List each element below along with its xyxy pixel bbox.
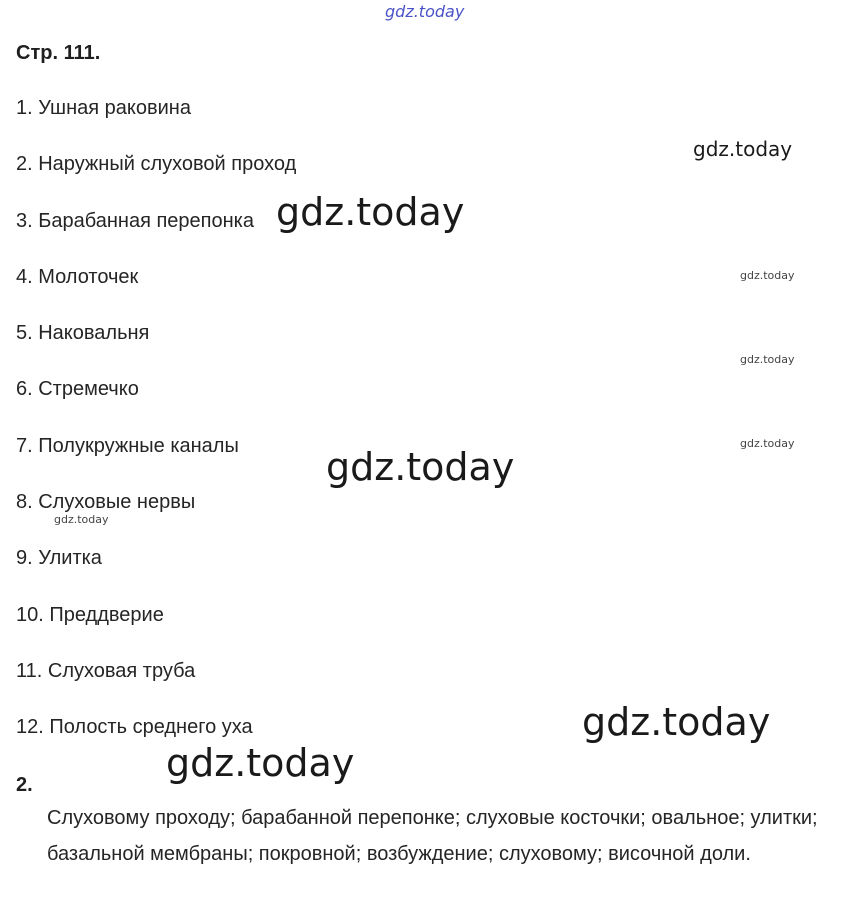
watermark-tiny: gdz.today bbox=[740, 437, 795, 450]
list-item: 1. Ушная раковина bbox=[16, 97, 191, 119]
page-heading: Стр. 111. bbox=[16, 42, 101, 64]
ear-parts-list bbox=[16, 96, 296, 772]
list-item: 3. Барабанная перепонка bbox=[16, 209, 254, 232]
section-number: 2. bbox=[16, 774, 33, 796]
list-item: 5. Наковальня bbox=[16, 322, 150, 345]
list-item: 2. Наружный слуховой проход bbox=[16, 153, 297, 176]
watermark-large: gdz.today bbox=[276, 190, 465, 234]
list-item: 6. Стремечко bbox=[16, 378, 139, 401]
list-item: 4. Молоточек bbox=[16, 265, 139, 288]
list-item: 11. Слуховая труба bbox=[16, 659, 196, 682]
list-item: 8. Слуховые нервы bbox=[16, 491, 196, 514]
list-item: 9. Улитка bbox=[16, 547, 102, 570]
list-item: 12. Полость среднего уха bbox=[16, 716, 253, 739]
watermark-large: gdz.today bbox=[582, 700, 771, 744]
answer-paragraph: Слуховому проходу; барабанной перепонке; слуховые косточки; овальное; улитки; базальной мембраны; покровной; возбуждение; слуховому; височной доли. bbox=[47, 807, 818, 865]
watermark-tiny: gdz.today bbox=[740, 269, 795, 282]
watermark-large: gdz.today bbox=[166, 741, 355, 785]
watermark-large: gdz.today bbox=[326, 445, 515, 489]
watermark-top: gdz.today bbox=[385, 2, 465, 21]
watermark-tiny: gdz.today bbox=[740, 353, 795, 366]
list-item: 7. Полукружные каналы bbox=[16, 434, 239, 457]
watermark-tiny: gdz.today bbox=[54, 513, 109, 526]
watermark-small: gdz.today bbox=[693, 137, 793, 161]
list-item: 10. Преддверие bbox=[16, 603, 164, 626]
